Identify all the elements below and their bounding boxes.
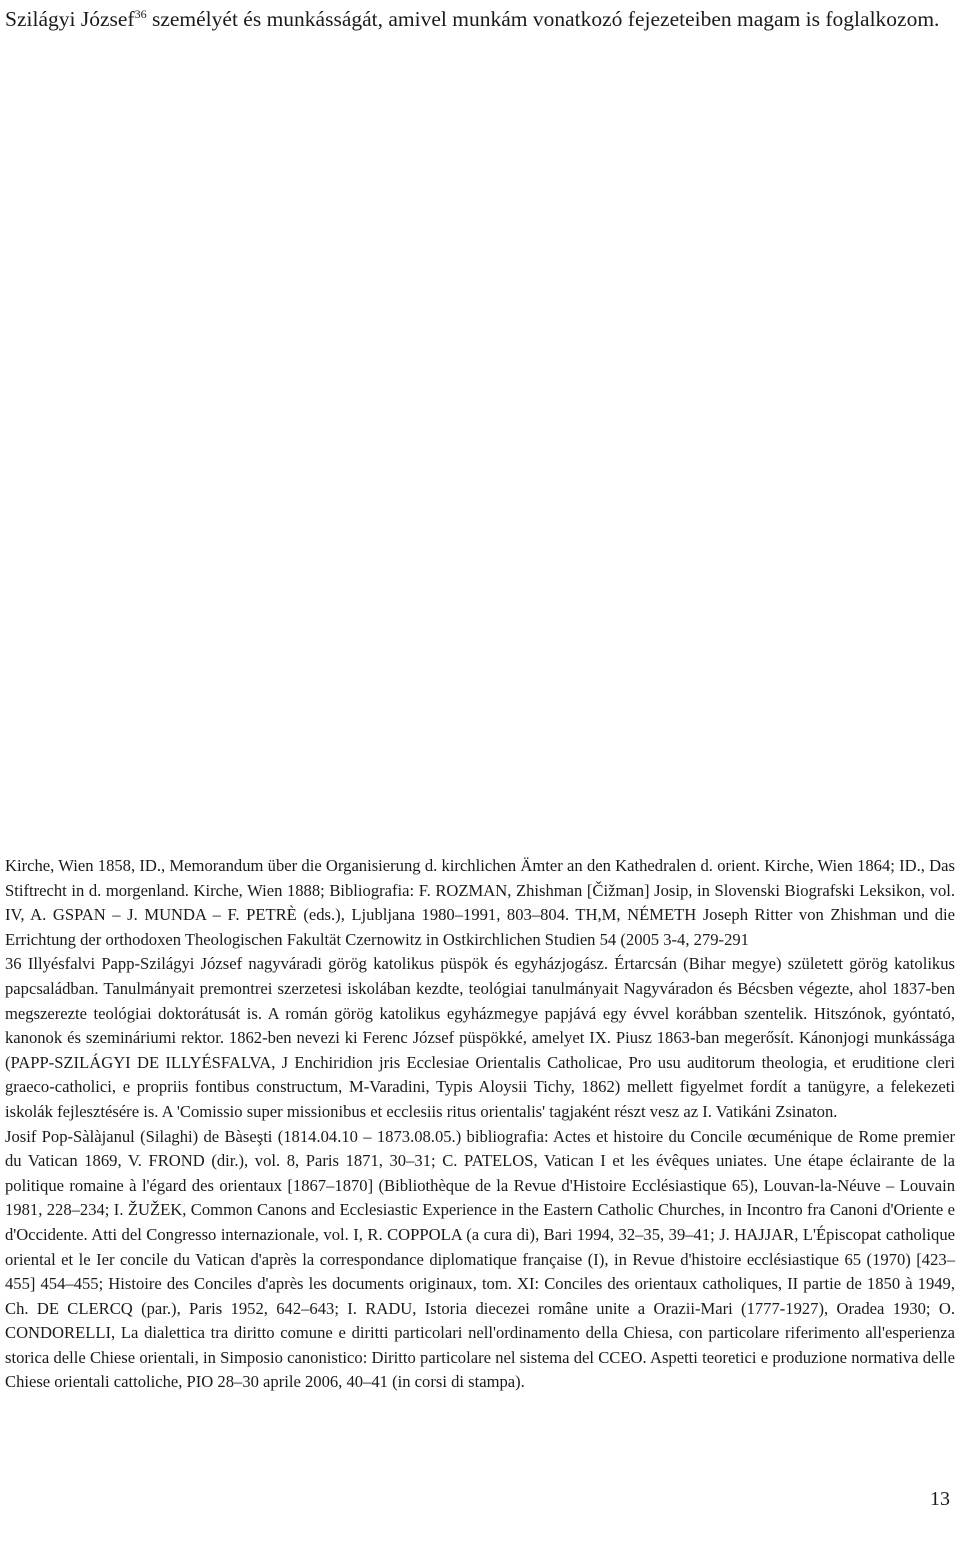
footnote-36-text: Illyésfalvi Papp-Szilágyi József nagyváradi görög katolikus püspök és egyházjogász. Értarcsán (Bihar megye) született görög katolikus papcsaládban. Tanulmányait premontrei szerzetesi iskolában kezdte, teológiai tanulmányait Nagyváradon és Bécsben végezte, ahol 1837-ben megszerezte teológiai doktorátusát is. A román görög katolikus egyházmegye papjává egy évvel korábban szentelik. Hitszónok, gyóntató, kanonok és szemináriumi rektor. 1862-ben nevezi ki Ferenc József püspökké, amelyet IX. Piusz 1863-ban megerősít. Kánonjogi munkássága (PAPP-SZILÁGYI DE ILLYÉSFALVA, J Enchiridion jris Ecclesiae Orientalis Catholicae, Pro usu auditorum theologia, et eruditione cleri graeco-catholici, e propriis fontibus constructum, M-Varadini, Typis Aloysii Tichy, 1862) mellett figyelmet fordít a tanügyre, a felekezeti iskolák fejlesztésére is. A 'Comissio super missionibus et ecclesiis ritus orientalis' tagjaként részt vesz az I. Vatikáni Zsinaton.	[5, 954, 955, 1121]
footnotes-section	[5, 854, 955, 1395]
intro-text-after-ref: személyét és munkásságát, amivel munkám vonatkozó fejezeteiben magam is foglalkozom.	[146, 7, 940, 31]
intro-text-before-ref: Szilágyi József	[5, 7, 135, 31]
intro-paragraph	[5, 2, 955, 36]
footnote-continuation: Kirche, Wien 1858, ID., Memorandum über die Organisierung d. kirchlichen Ämter an den Kathedralen d. orient. Kirche, Wien 1864; ID., Das Stiftrecht in d. morgenland. Kirche, Wien 1888; Bibliografia: F. ROZMAN, Zhishman [Čižman] Josip, in Slovenski Biografski Leksikon, vol. IV, A. GSPAN – J. MUNDA – F. PETRÈ (eds.), Ljubljana 1980–1991, 803–804. TH,M, NÉMETH Joseph Ritter von Zhishman und die Errichtung der orthodoxen Theologischen Fakultät Czernowitz in Ostkirchlichen Studien 54 (2005 3-4, 279-291	[5, 856, 955, 949]
footnote-36-number: 36	[5, 954, 22, 974]
footnote-reference[interactable]: 36	[134, 6, 147, 21]
footnote-bibliography: Josif Pop-Sàlàjanul (Silaghi) de Bàseşti (1814.04.10 – 1873.08.05.) bibliografia: Actes et histoire du Concile œcuménique de Rome premier du Vatican 1869, V. FROND (dir.), vol. 8, Paris 1871, 30–31; C. PATELOS, Vatican I et les évêques uniates. Une étape éclairante de la politique romaine à l'égard des orientaux [1867–1870] (Bibliothèque de la Revue d'Histoire Ecclésiastique 65), Louvan-la-Néuve – Louvain 1981, 228–234; I. ŽUŽEK, Common Canons and Ecclesiastic Experience in the Eastern Catholic Churches, in Incontro fra Canoni d'Oriente e d'Occidente. Atti del Congresso internazionale, vol. I, R. COPPOLA (a cura di), Bari 1994, 32–35, 39–41; J. HAJJAR, L'Épiscopat catholique oriental et le Ier concile du Vatican d'après la correspondance diplomatique française (I), in Revue d'histoire ecclésiastique 65 (1970) [423–455] 454–455; Histoire des Conciles d'après les documents originaux, tom. XI: Conciles des orientaux catholiques, II partie de 1850 à 1949, Ch. DE CLERCQ (par.), Paris 1952, 642–643; I. RADU, Istoria diecezei române unite a Orazii-Mari (1777-1927), Oradea 1930; O. CONDORELLI, La dialettica tra diritto comune e diritti particolari nell'ordinamento della Chiesa, con particolare riferimento all'esperienza storica delle Chiese orientali, in Simposio canonistico: Diritto particolare nel sistema del CCEO. Aspetti teoretici e produzione normativa delle Chiese orientali cattoliche, PIO 28–30 aprile 2006, 40–41 (in corsi di stampa).	[5, 1126, 955, 1392]
page-number: 13	[930, 1488, 950, 1510]
footnote-36	[5, 952, 955, 1124]
